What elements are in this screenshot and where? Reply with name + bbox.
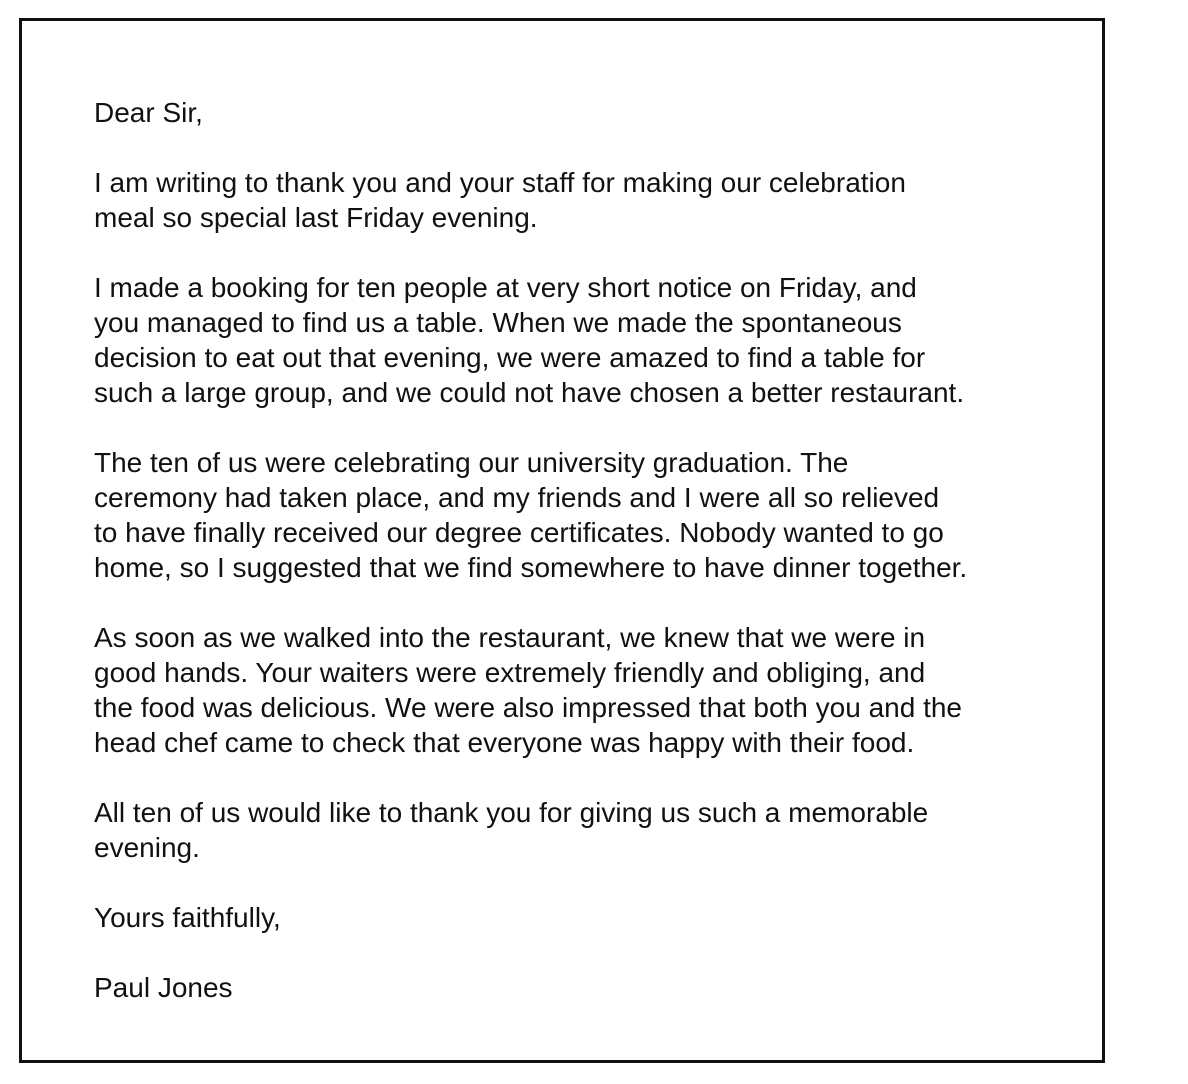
paragraph-line: such a large group, and we could not have chosen a better restaurant.	[94, 377, 965, 408]
paragraph-line: ceremony had taken place, and my friends and I were all so relieved	[94, 482, 940, 513]
paragraph-line: good hands. Your waiters were extremely friendly and obliging, and	[94, 657, 926, 688]
paragraph-line: The ten of us were celebrating our university graduation. The	[94, 447, 849, 478]
salutation: Dear Sir,	[94, 97, 203, 128]
paragraph-line: the food was delicious. We were also impressed that both you and the	[94, 692, 962, 723]
paragraph-gap	[94, 935, 1084, 970]
paragraph-4	[94, 620, 1084, 760]
signature: Paul Jones	[94, 972, 233, 1003]
paragraph-line: I am writing to thank you and your staff for making our celebration	[94, 167, 906, 198]
paragraph-5	[94, 795, 1084, 865]
closing: Yours faithfully,	[94, 902, 281, 933]
paragraph-gap	[94, 130, 1084, 165]
paragraph-gap	[94, 235, 1084, 270]
paragraph-gap	[94, 585, 1084, 620]
paragraph-line: head chef came to check that everyone was happy with their food.	[94, 727, 915, 758]
paragraph-line: I made a booking for ten people at very short notice on Friday, and	[94, 272, 917, 303]
letter-body	[94, 95, 1084, 1005]
paragraph-line: All ten of us would like to thank you for giving us such a memorable	[94, 797, 929, 828]
paragraph-gap	[94, 410, 1084, 445]
paragraph-line: to have finally received our degree certificates. Nobody wanted to go	[94, 517, 944, 548]
paragraph-line: evening.	[94, 832, 200, 863]
paragraph-1	[94, 165, 1084, 235]
paragraph-line: you managed to find us a table. When we made the spontaneous	[94, 307, 902, 338]
paragraph-line: As soon as we walked into the restaurant, we knew that we were in	[94, 622, 926, 653]
paragraph-2	[94, 270, 1084, 410]
paragraph-line: decision to eat out that evening, we were amazed to find a table for	[94, 342, 926, 373]
paragraph-gap	[94, 865, 1084, 900]
paragraph-gap	[94, 760, 1084, 795]
letter-frame	[19, 18, 1105, 1063]
paragraph-line: meal so special last Friday evening.	[94, 202, 538, 233]
paragraph-line: home, so I suggested that we find somewhere to have dinner together.	[94, 552, 968, 583]
paragraph-3	[94, 445, 1084, 585]
